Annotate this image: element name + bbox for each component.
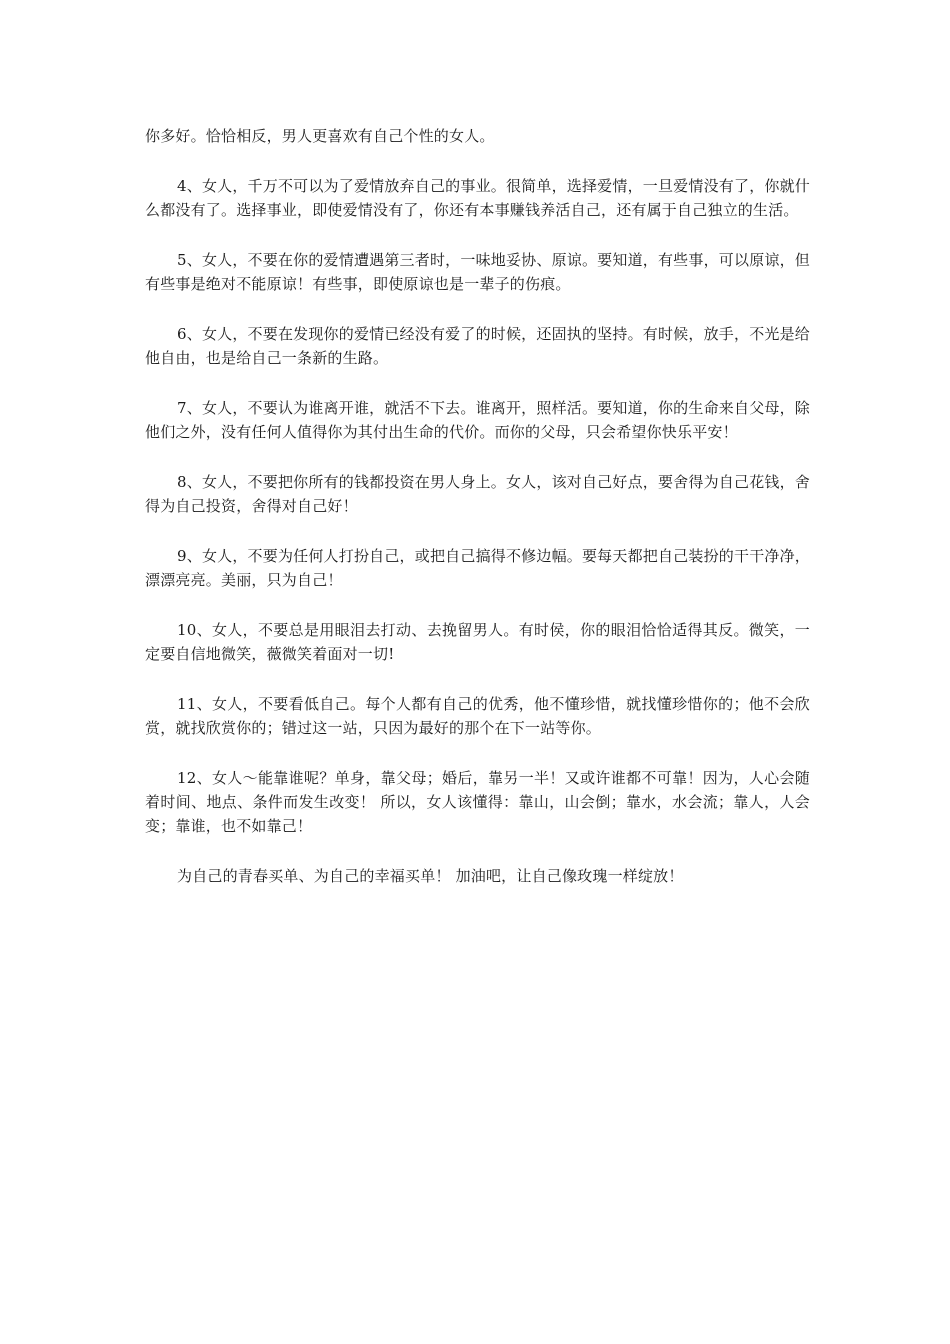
paragraph-item-10: 10、女人，不要总是用眼泪去打动、去挽留男人。有时侯，你的眼泪恰恰适得其反。微笑，一定要自信地微笑，薇微笑着面对一切! <box>145 621 810 663</box>
paragraph-closing: 为自己的青春买单、为自己的幸福买单！ 加油吧，让自己像玫瑰一样绽放！ <box>177 867 684 885</box>
paragraph-item-8: 8、女人，不要把你所有的钱都投资在男人身上。女人，该对自己好点，要舍得为自己花钱，舍得为自己投资，舍得对自己好！ <box>145 473 810 515</box>
paragraph-item-7: 7、女人，不要认为谁离开谁，就活不下去。谁离开，照样活。要知道，你的生命来自父母，除他们之外，没有任何人值得你为其付出生命的代价。而你的父母，只会希望你快乐平安！ <box>145 399 810 441</box>
document-body <box>145 124 810 914</box>
paragraph-item-5: 5、女人，不要在你的爱情遭遇第三者时，一味地妥协、原谅。要知道，有些事，可以原谅，但有些事是绝对不能原谅！有些事，即使原谅也是一辈子的伤痕。 <box>145 251 810 293</box>
paragraph-item-4: 4、女人，千万不可以为了爱情放弃自己的事业。很简单，选择爱情，一旦爱情没有了，你就什么都没有了。选择事业，即使爱情没有了，你还有本事赚钱养活自己，还有属于自己独立的生活。 <box>145 177 810 219</box>
paragraph-item-9: 9、女人，不要为任何人打扮自己，或把自己搞得不修边幅。要每天都把自己装扮的干干净净，漂漂亮亮。美丽，只为自己！ <box>145 547 810 589</box>
paragraph-continuation: 你多好。恰恰相反，男人更喜欢有自己个性的女人。 <box>145 127 495 145</box>
paragraph-item-6: 6、女人，不要在发现你的爱情已经没有爱了的时候，还固执的坚持。有时候，放手，不光是给他自由，也是给自己一条新的生路。 <box>145 325 810 367</box>
paragraph-item-12: 12、女人～能靠谁呢？单身，靠父母；婚后，靠另一半！又或许谁都不可靠！因为，人心会随着时间、地点、条件而发生改变！ 所以，女人该懂得：靠山，山会倒；靠水，水会流；靠人，人会变；靠谁，也不如靠己！ <box>145 769 810 835</box>
paragraph-item-11: 11、女人，不要看低自己。每个人都有自己的优秀，他不懂珍惜，就找懂珍惜你的；他不会欣赏，就找欣赏你的；错过这一站，只因为最好的那个在下一站等你。 <box>145 695 810 737</box>
